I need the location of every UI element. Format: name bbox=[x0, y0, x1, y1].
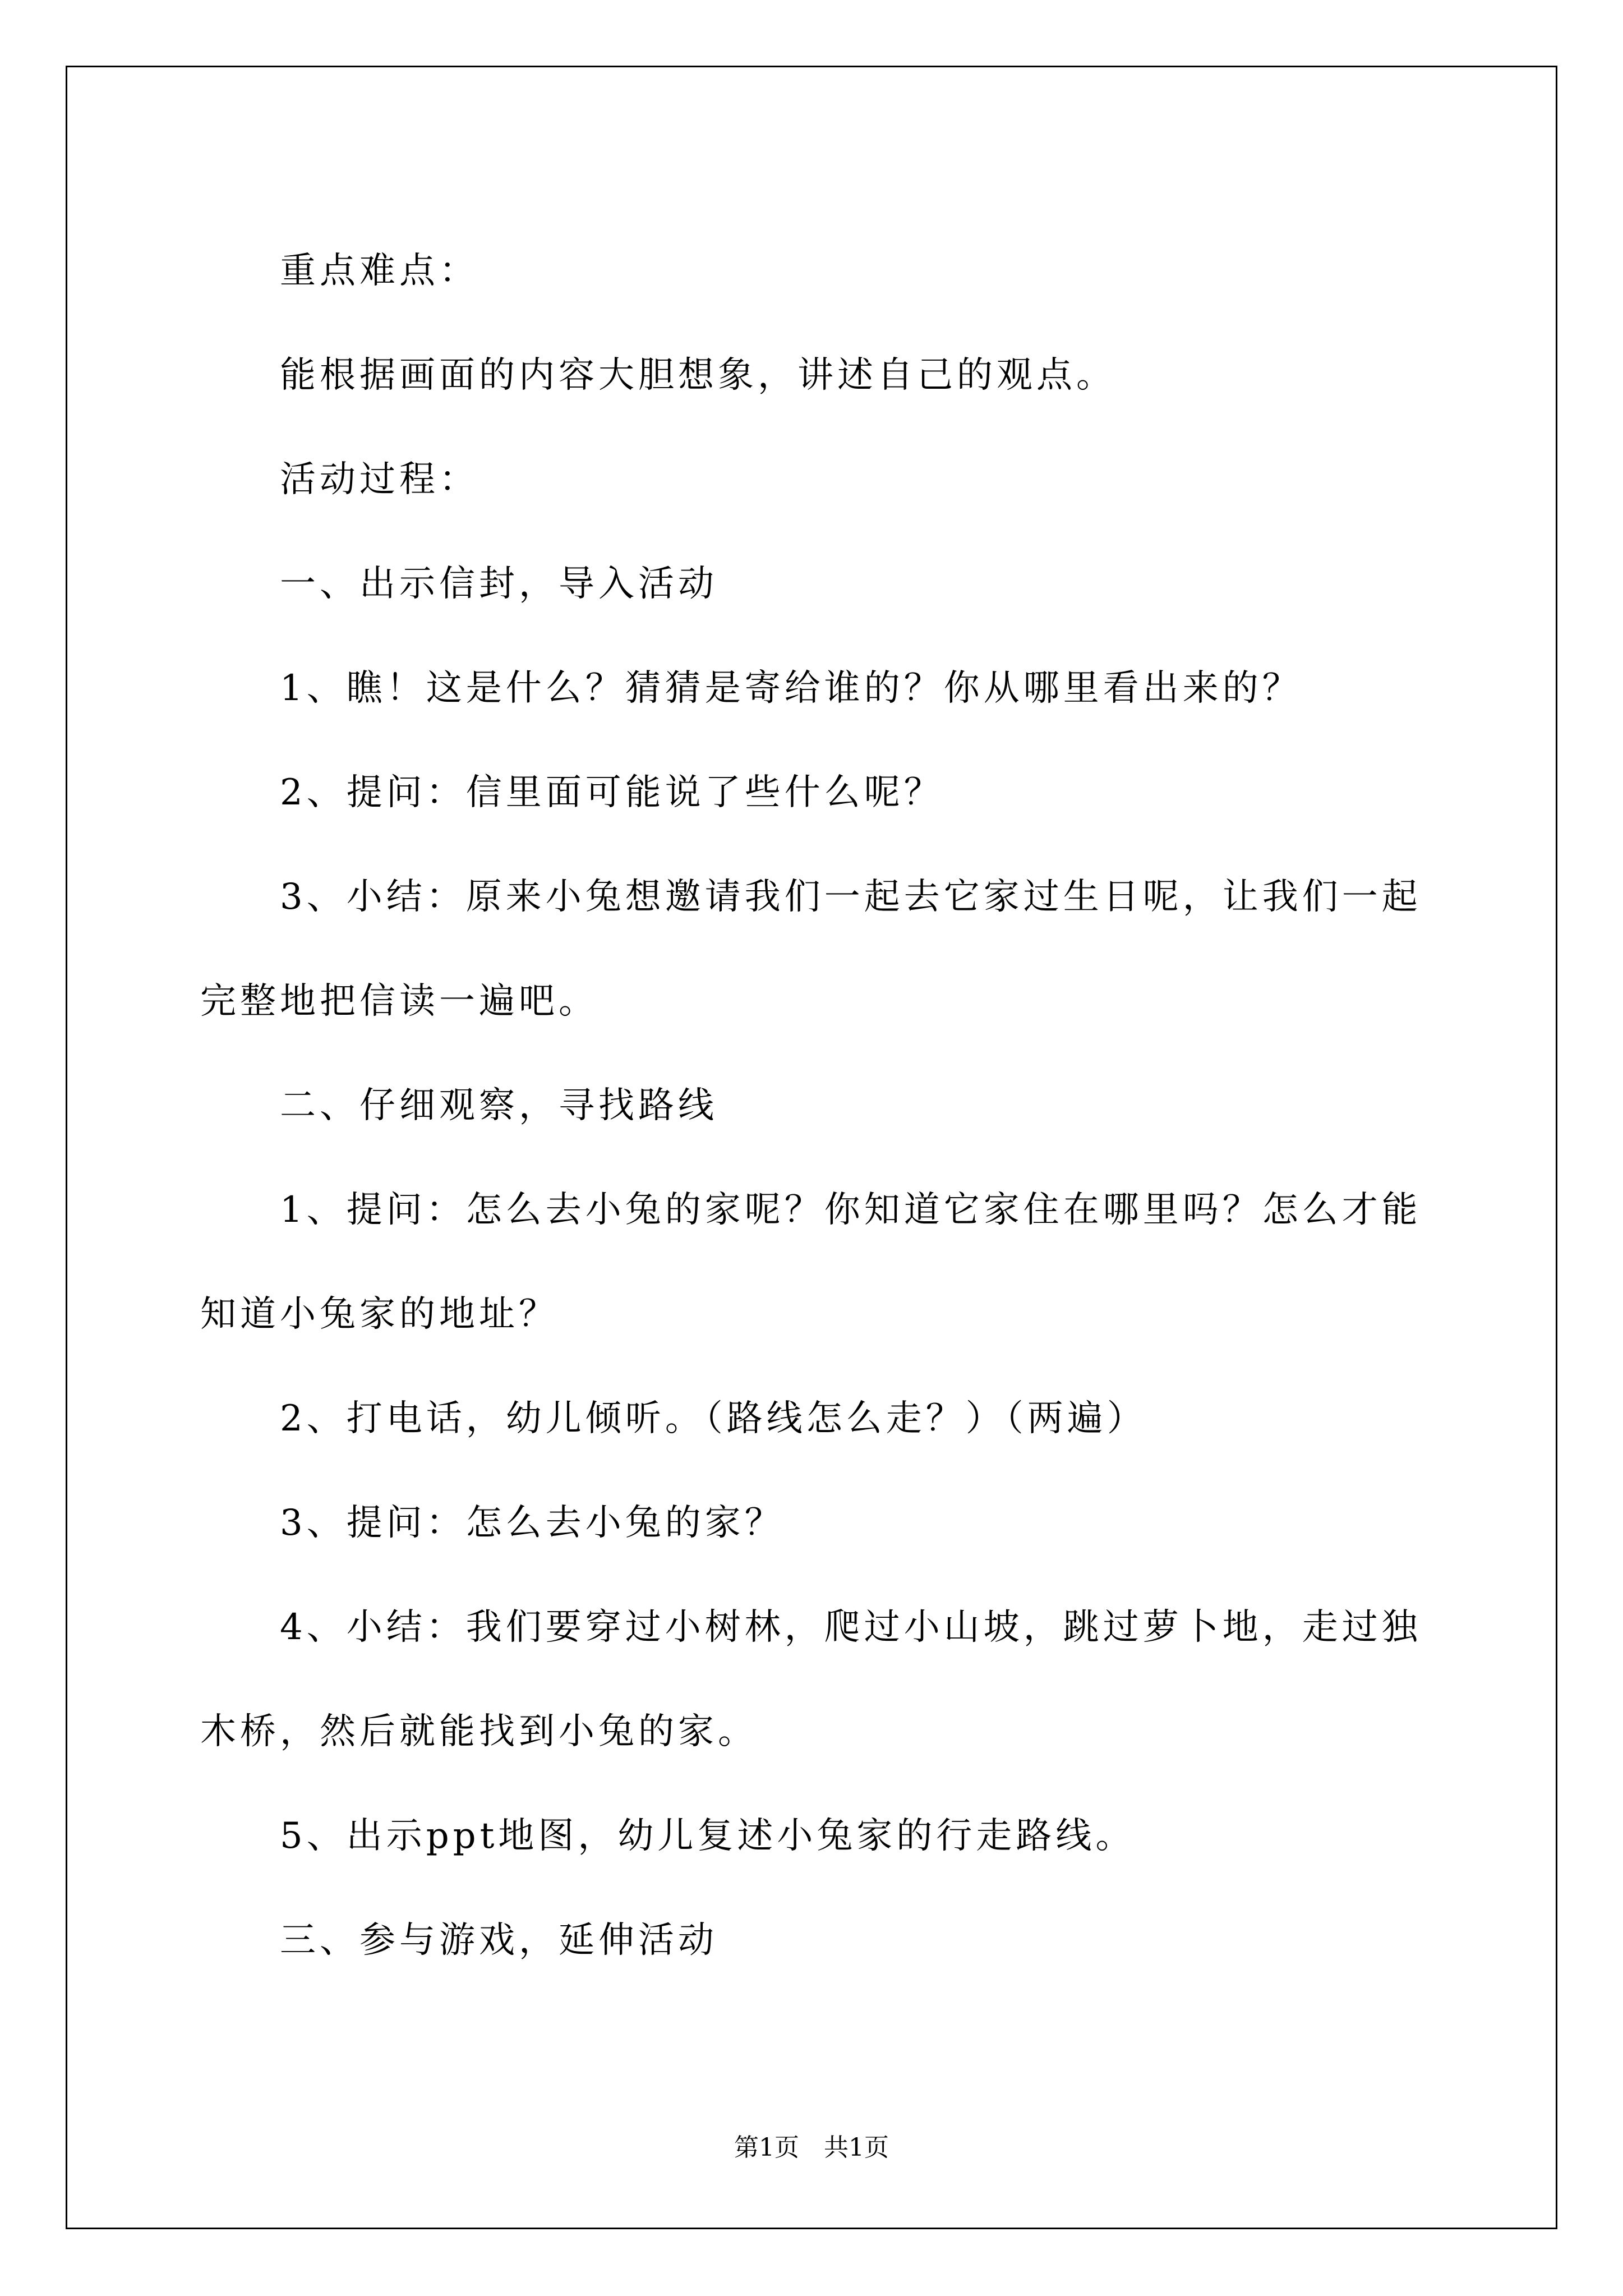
section-one-item-3: 3、小结：原来小兔想邀请我们一起去它家过生日呢，让我们一起完整地把信读一遍吧。 bbox=[200, 876, 1422, 1022]
heading-key-points: 重点难点： bbox=[280, 250, 479, 292]
section-two-title: 二、仔细观察，寻找路线 bbox=[280, 1085, 718, 1126]
section-two-item-3: 3、提问：怎么去小兔的家？ bbox=[280, 1502, 785, 1544]
section-one-item-2: 2、提问：信里面可能说了些什么呢？ bbox=[280, 772, 944, 813]
section-two-item-5: 5、出示ppt地图，幼儿复述小兔家的行走路线。 bbox=[280, 1815, 1136, 1857]
page-footer: 第1页 共1页 bbox=[734, 2133, 889, 2162]
section-two-item-1: 1、提问：怎么去小兔的家呢？你知道它家住在哪里吗？怎么才能知道小兔家的地址？ bbox=[200, 1189, 1422, 1335]
section-two-item-2: 2、打电话，幼儿倾听。（路线怎么走？）（两遍） bbox=[280, 1398, 1147, 1439]
heading-activity-process: 活动过程： bbox=[280, 459, 479, 500]
section-one-title: 一、出示信封，导入活动 bbox=[280, 563, 718, 605]
section-three-title: 三、参与游戏，延伸活动 bbox=[280, 1920, 718, 1961]
key-points-text: 能根据画面的内容大胆想象，讲述自己的观点。 bbox=[280, 355, 1116, 396]
section-one-item-1: 1、瞧！这是什么？猜猜是寄给谁的？你从哪里看出来的？ bbox=[280, 668, 1302, 709]
section-two-item-4: 4、小结：我们要穿过小树林，爬过小山坡，跳过萝卜地，走过独木桥，然后就能找到小兔的家。 bbox=[200, 1607, 1422, 1752]
document-body bbox=[200, 219, 1434, 1993]
